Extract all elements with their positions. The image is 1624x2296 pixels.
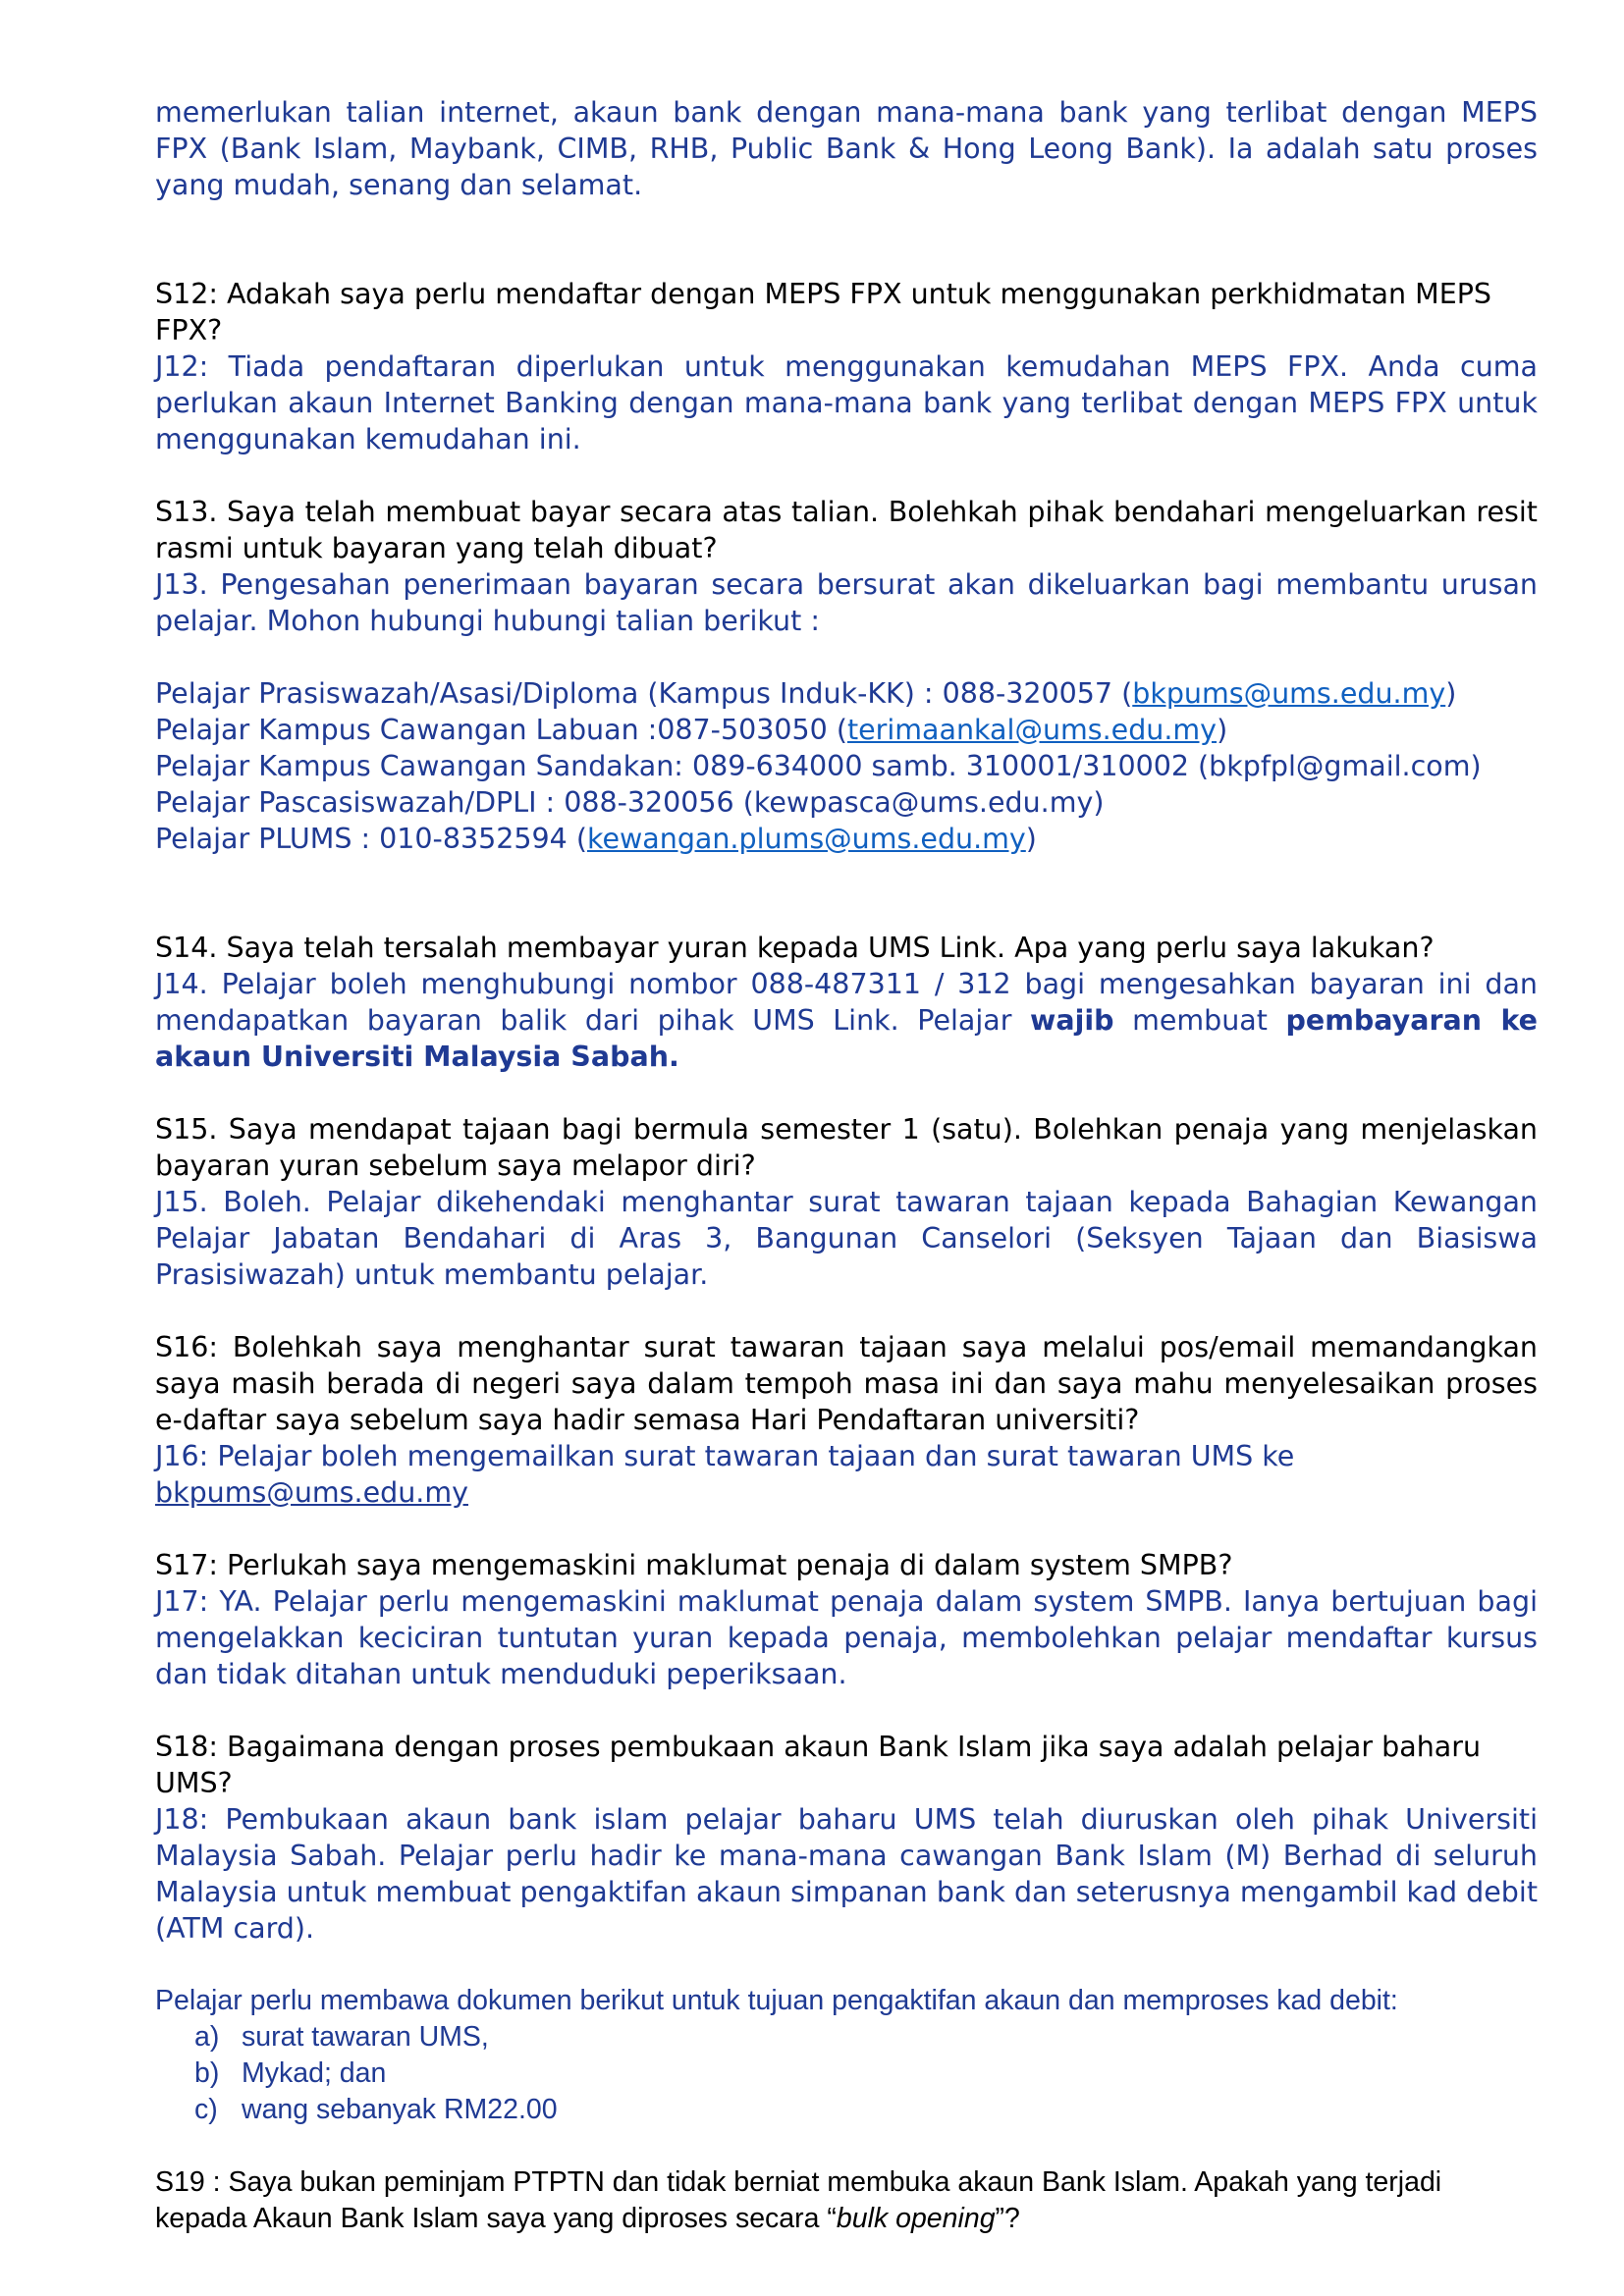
documents-list bbox=[155, 2019, 1538, 2128]
email-link[interactable]: bkpums@ums.edu.my bbox=[155, 1476, 468, 1509]
question-s19: S19 : Saya bukan peminjam PTPTN dan tidak berniat membuka akaun Bank Islam. Apakah yang terjadi kepada Akaun Bank Islam saya yang diproses secara “bulk opening”? bbox=[155, 2166, 1442, 2234]
list-item: b) Mykad; dan bbox=[194, 2057, 387, 2089]
documents-intro: Pelajar perlu membawa dokumen berikut untuk tujuan pengaktifan akaun dan memproses kad debit: bbox=[155, 1985, 1398, 2016]
answer-j12: J12: Tiada pendaftaran diperlukan untuk menggunakan kemudahan MEPS FPX. Anda cuma perlukan akaun Internet Banking dengan mana-mana bank yang terlibat dengan MEPS FPX untuk menggunakan kemudahan ini. bbox=[155, 350, 1538, 455]
contact-item: Pelajar Kampus Cawangan Labuan :087-503050 (terimaankal@ums.edu.my) bbox=[155, 714, 1228, 746]
contact-item: Pelajar Kampus Cawangan Sandakan: 089-634000 samb. 310001/310002 (bkpfpl@gmail.com) bbox=[155, 750, 1482, 782]
question-s13: S13. Saya telah membuat bayar secara atas talian. Bolehkah pihak bendahari mengeluarkan resit rasmi untuk bayaran yang telah dibuat? bbox=[155, 496, 1538, 564]
answer-j15: J15. Boleh. Pelajar dikehendaki menghantar surat tawaran tajaan kepada Bahagian Kewangan Pelajar Jabatan Bendahari di Aras 3, Bangunan Canselori (Seksyen Tajaan dan Biasiswa Prasisiwazah) untuk membantu pelajar. bbox=[155, 1186, 1538, 1291]
contact-list bbox=[155, 675, 1538, 857]
answer-j13: J13. Pengesahan penerimaan bayaran secara bersurat akan dikeluarkan bagi membantu urusan pelajar. Mohon hubungi hubungi talian berikut : bbox=[155, 568, 1538, 637]
answer-j17: J17: YA. Pelajar perlu mengemaskini maklumat penaja dalam system SMPB. Ianya bertujuan bagi mengelakkan keciciran tuntutan yuran kepada penaja, membolehkan pelajar mendaftar kursus dan tidak ditahan untuk menduduki peperiksaan. bbox=[155, 1585, 1538, 1690]
contact-item: Pelajar Pascasiswazah/DPLI : 088-320056 (kewpasca@ums.edu.my) bbox=[155, 786, 1105, 819]
question-s17: S17: Perlukah saya mengemaskini maklumat penaja di dalam system SMPB? bbox=[155, 1549, 1233, 1581]
email-link[interactable]: terimaankal@ums.edu.my bbox=[846, 714, 1218, 746]
contact-item: Pelajar PLUMS : 010-8352594 (kewangan.plums@ums.edu.my) bbox=[155, 823, 1037, 855]
list-item: c) wang sebanyak RM22.00 bbox=[194, 2094, 558, 2125]
answer-j18: J18: Pembukaan akaun bank islam pelajar baharu UMS telah diuruskan oleh pihak Universiti Malaysia Sabah. Pelajar perlu hadir ke mana-mana cawangan Bank Islam (M) Berhad di seluruh Malaysia untuk membuat pengaktifan akaun simpanan bank dan seterusnya mengambil kad debit (ATM card). bbox=[155, 1803, 1538, 1945]
list-item: a) surat tawaran UMS, bbox=[194, 2021, 489, 2053]
documents-section bbox=[155, 1983, 1538, 2128]
question-s15: S15. Saya mendapat tajaan bagi bermula semester 1 (satu). Bolehkan penaja yang menjelaskan bayaran yuran sebelum saya melapor diri? bbox=[155, 1113, 1538, 1182]
answer-j14: J14. Pelajar boleh menghubungi nombor 088-487311 / 312 bagi mengesahkan bayaran ini dan mendapatkan bayaran balik dari pihak UMS Link. Pelajar wajib membuat pembayaran ke akaun Universiti Malaysia Sabah. bbox=[155, 968, 1538, 1073]
question-s18: S18: Bagaimana dengan proses pembukaan akaun Bank Islam jika saya adalah pelajar baharu UMS? bbox=[155, 1731, 1482, 1799]
question-s12: S12: Adakah saya perlu mendaftar dengan MEPS FPX untuk menggunakan perkhidmatan MEPS FPX? bbox=[155, 278, 1492, 347]
document-page bbox=[155, 94, 1538, 2237]
question-s16: S16: Bolehkah saya menghantar surat tawaran tajaan saya melalui pos/email memandangkan saya masih berada di negeri saya dalam tempoh masa ini dan saya mahu menyelesaikan proses e-daftar saya sebelum saya hadir semasa Hari Pendaftaran universiti? bbox=[155, 1331, 1538, 1436]
contact-item: Pelajar Prasiswazah/Asasi/Diploma (Kampus Induk-KK) : 088-320057 (bkpums@ums.edu.my) bbox=[155, 677, 1457, 710]
email-link[interactable]: bkpums@ums.edu.my bbox=[1132, 677, 1446, 710]
email-link[interactable]: kewangan.plums@ums.edu.my bbox=[586, 823, 1026, 855]
intro-paragraph: memerlukan talian internet, akaun bank dengan mana-mana bank yang terlibat dengan MEPS FPX (Bank Islam, Maybank, CIMB, RHB, Public Bank & Hong Leong Bank). Ia adalah satu proses yang mudah, senang dan selamat. bbox=[155, 96, 1538, 201]
question-s14: S14. Saya telah tersalah membayar yuran kepada UMS Link. Apa yang perlu saya lakukan? bbox=[155, 932, 1435, 964]
answer-j16: J16: Pelajar boleh mengemailkan surat tawaran tajaan dan surat tawaran UMS ke bkpums@ums.edu.my bbox=[155, 1440, 1295, 1509]
